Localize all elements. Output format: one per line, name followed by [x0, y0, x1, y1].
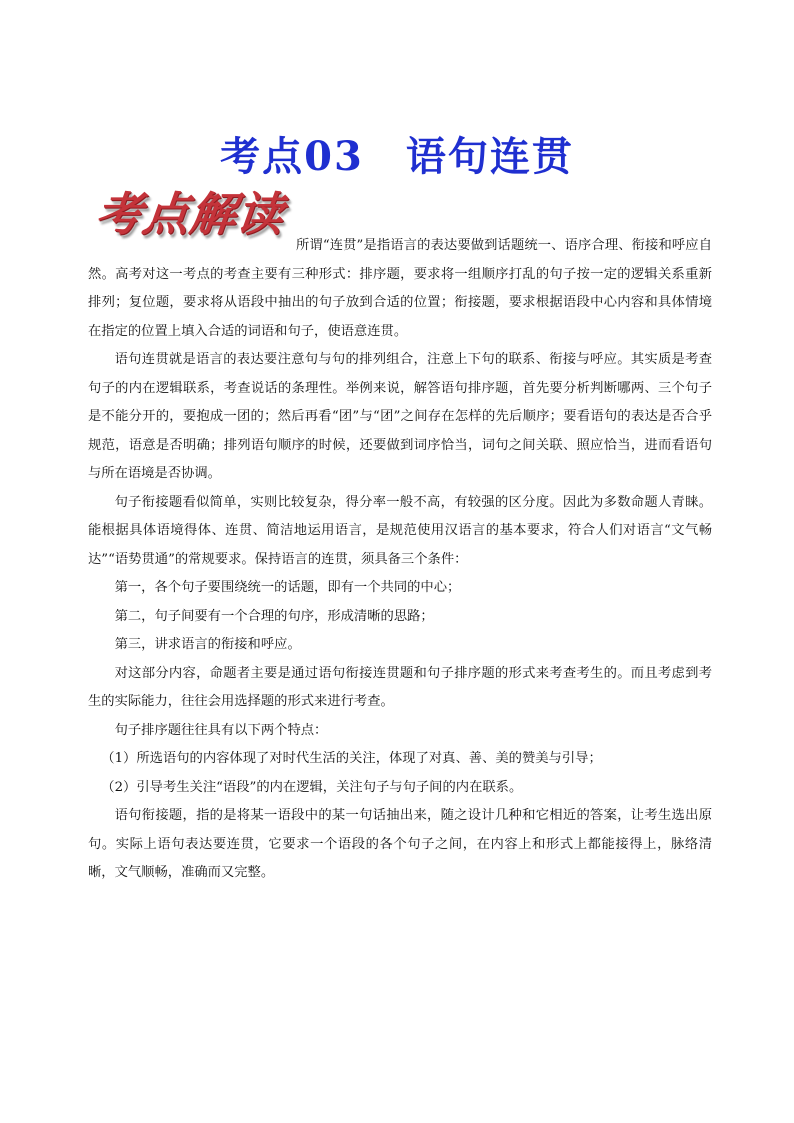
- paragraph: 句子衔接题看似简单，实则比较复杂，得分率一般不高，有较强的区分度。因此为多数命题人青睐。能根据具体语境得体、连贯、简洁地运用语言，是规范使用汉语言的基本要求，符合人们对语言“文气畅达”“语势贯通”的常规要求。保持语言的连贯，须具备三个条件：: [88, 494, 712, 567]
- list-item: （1）所选语句的内容体现了对时代生活的关注，体现了对真、善、美的赞美与引导；: [101, 751, 602, 766]
- title-topic-name: 语句连贯: [405, 132, 574, 180]
- list-item: 第三，讲求语言的衔接和呼应。: [114, 637, 301, 652]
- document-body: [88, 232, 712, 888]
- title-topic-number: 考点03: [220, 132, 364, 180]
- paragraph-intro: 所谓“连贯”是指语言的表达要做到话题统一、语序合理、衔接和呼应自然。高考对这一考点的考查主要有三种形式：排序题，要求将一组顺序打乱的句子按一定的逻辑关系重新排列；复位题，要求将从语段中抽出的句子放到合适的位置；衔接题，要求根据语段中心内容和具体情境在指定的位置上填入合适的词语和句子，使语意连贯。: [88, 238, 712, 339]
- paragraph: 对这部分内容，命题者主要是通过语句衔接连贯题和句子排序题的形式来考查考生的。而且考虑到考生的实际能力，往往会用选择题的形式来进行考查。: [88, 665, 712, 709]
- paragraph: 句子排序题往往具有以下两个特点：: [114, 722, 328, 738]
- section-badge: 考点解读: [92, 187, 287, 241]
- list-item: 第二，句子间要有一个合理的句序，形成清晰的思路；: [114, 608, 434, 624]
- page-title: [0, 125, 794, 182]
- list-item: 第一，各个句子要围绕统一的话题，即有一个共同的中心；: [114, 580, 461, 595]
- paragraph: 语句连贯就是语言的表达要注意句与句的排列组合，注意上下句的联系、衔接与呼应。其实质是考查句子的内在逻辑联系，考查说话的条理性。举例来说，解答语句排序题，首先要分析判断哪两、三个句子是不能分开的，要抱成一团的；然后再看“团”与“团”之间存在怎样的先后顺序；要看语句的表达是否合乎规范，语意是否明确；排列语句顺序的时候，还要做到词序恰当，词句之间关联、照应恰当，进而看语句与所在语境是否协调。: [88, 352, 712, 481]
- paragraph: 语句衔接题，指的是将某一语段中的某一句话抽出来，随之设计几种和它相近的答案，让考生选出原句。实际上语句表达要连贯，它要求一个语段的各个句子之间，在内容上和形式上都能接得上，脉络清晰，文气顺畅，准确而又完整。: [88, 808, 712, 880]
- list-item: （2）引导考生关注“语段”的内在逻辑，关注句子与句子间的内在联系。: [101, 779, 523, 795]
